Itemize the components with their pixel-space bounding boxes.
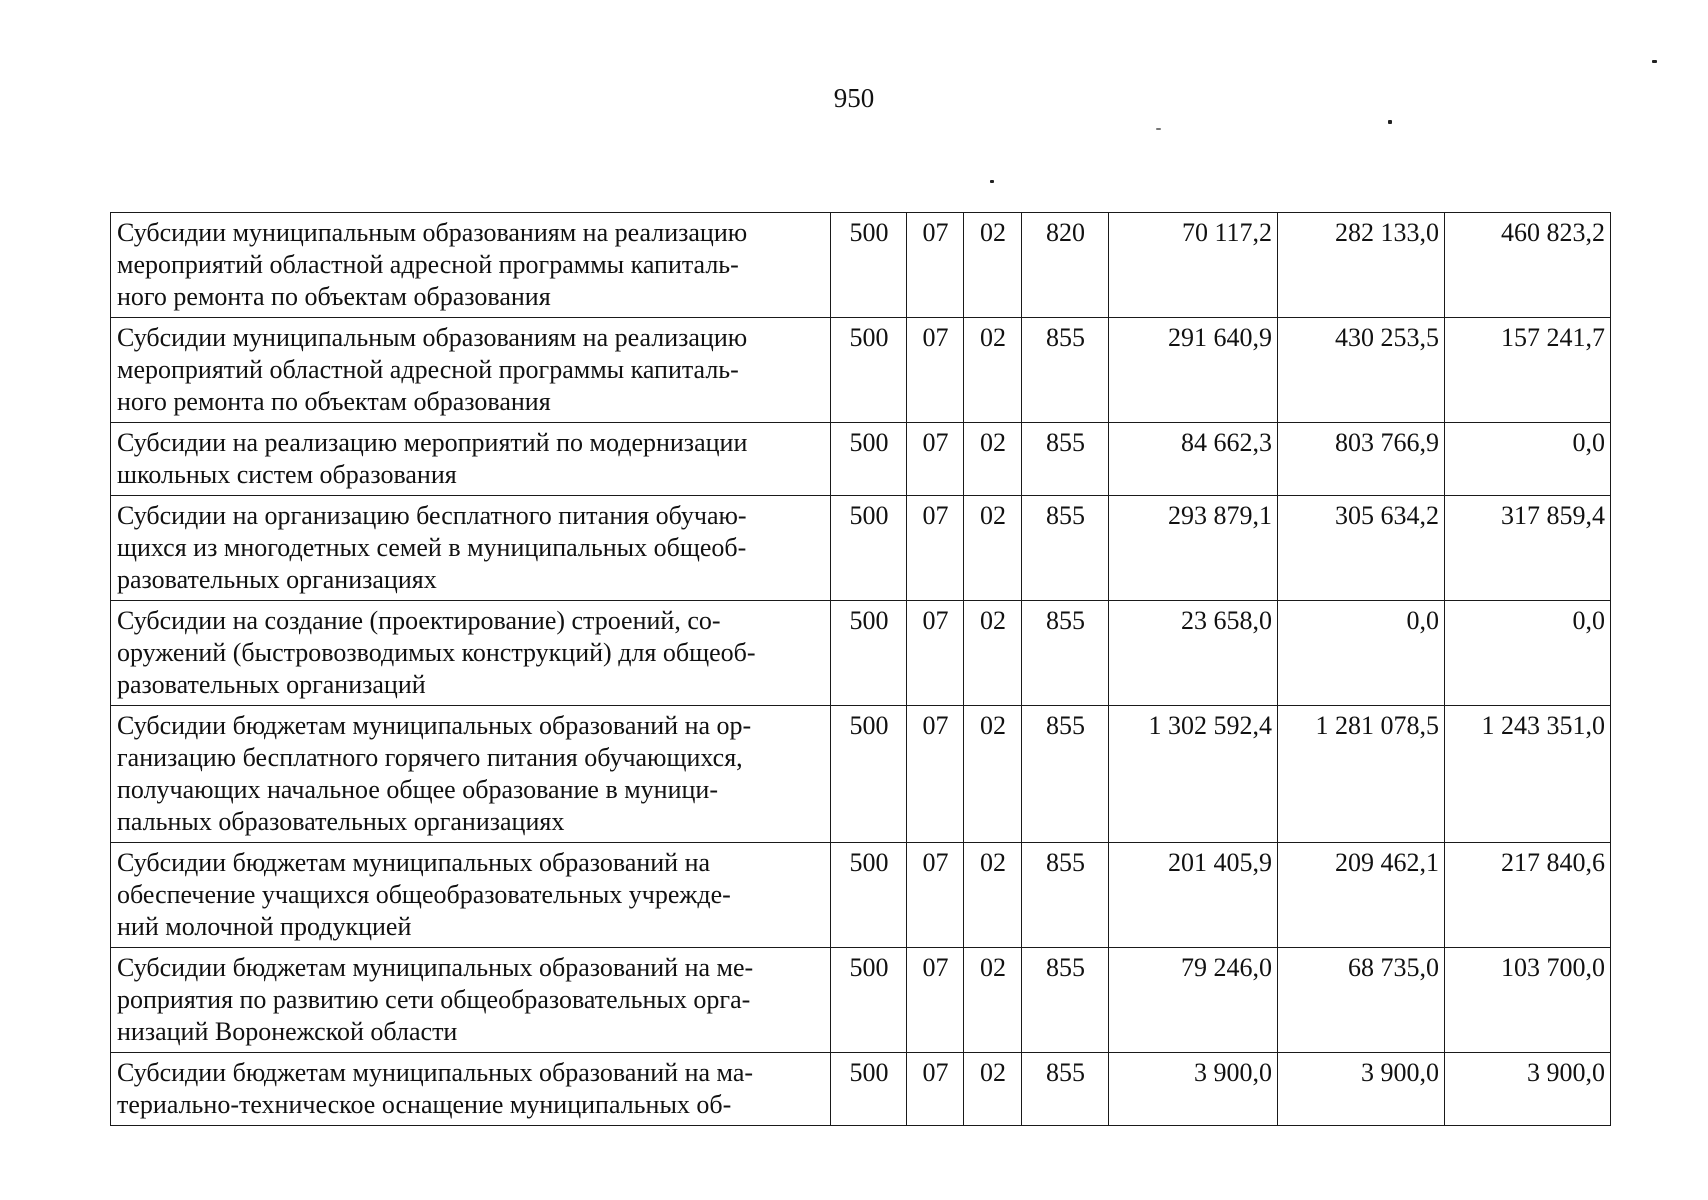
cell-amount-year3: 0,0 <box>1445 601 1611 706</box>
cell-amount-year1: 3 900,0 <box>1109 1053 1278 1126</box>
cell-gr-code: 500 <box>831 948 907 1053</box>
cell-description <box>111 318 831 423</box>
scan-speck <box>1388 120 1392 124</box>
description-line: школьных систем образования <box>117 460 457 489</box>
description-line: Субсидии на создание (проектирование) строений, со- <box>117 606 721 635</box>
cell-amount-year2: 68 735,0 <box>1278 948 1445 1053</box>
page-number: 950 <box>833 83 875 113</box>
scan-speck <box>1156 128 1161 130</box>
description-line: низаций Воронежской области <box>117 1017 458 1046</box>
cell-pr-code: 02 <box>964 496 1022 601</box>
cell-pr-code: 02 <box>964 948 1022 1053</box>
table-row <box>111 423 1611 496</box>
description-line: ного ремонта по объектам образования <box>117 387 551 416</box>
description-line: Субсидии на организацию бесплатного питания обучаю- <box>117 501 747 530</box>
cell-amount-year3: 217 840,6 <box>1445 843 1611 948</box>
description-line: ного ремонта по объектам образования <box>117 282 551 311</box>
cell-rz-code: 07 <box>907 843 964 948</box>
cell-amount-year1: 201 405,9 <box>1109 843 1278 948</box>
budget-table <box>110 212 1611 1126</box>
cell-gr-code: 500 <box>831 318 907 423</box>
cell-rz-code: 07 <box>907 601 964 706</box>
scan-speck <box>990 180 994 183</box>
cell-rz-code: 07 <box>907 213 964 318</box>
cell-rz-code: 07 <box>907 318 964 423</box>
budget-table-body <box>111 213 1611 1126</box>
description-line: обеспечение учащихся общеобразовательных учрежде- <box>117 880 731 909</box>
cell-amount-year2: 430 253,5 <box>1278 318 1445 423</box>
cell-amount-year1: 293 879,1 <box>1109 496 1278 601</box>
table-row <box>111 496 1611 601</box>
cell-description <box>111 496 831 601</box>
cell-gr-code: 500 <box>831 706 907 843</box>
cell-gr-code: 500 <box>831 1053 907 1126</box>
description-line: разовательных организациях <box>117 565 437 594</box>
description-line: получающих начальное общее образование в муници- <box>117 775 718 804</box>
cell-vr-code: 855 <box>1022 496 1109 601</box>
cell-description <box>111 423 831 496</box>
description-line: Субсидии бюджетам муниципальных образований на ма- <box>117 1058 754 1087</box>
description-line: пальных образовательных организациях <box>117 807 565 836</box>
cell-vr-code: 855 <box>1022 1053 1109 1126</box>
cell-amount-year3: 3 900,0 <box>1445 1053 1611 1126</box>
cell-amount-year2: 209 462,1 <box>1278 843 1445 948</box>
cell-amount-year3: 157 241,7 <box>1445 318 1611 423</box>
description-line: ний молочной продукцией <box>117 912 412 941</box>
cell-amount-year1: 1 302 592,4 <box>1109 706 1278 843</box>
cell-amount-year3: 0,0 <box>1445 423 1611 496</box>
table-row <box>111 706 1611 843</box>
cell-amount-year3: 1 243 351,0 <box>1445 706 1611 843</box>
cell-rz-code: 07 <box>907 706 964 843</box>
description-line: роприятия по развитию сети общеобразовательных орга- <box>117 985 751 1014</box>
cell-rz-code: 07 <box>907 423 964 496</box>
cell-rz-code: 07 <box>907 948 964 1053</box>
description-line: оружений (быстровозводимых конструкций) для общеоб- <box>117 638 756 667</box>
description-line: Субсидии муниципальным образованиям на реализацию <box>117 323 748 352</box>
cell-vr-code: 855 <box>1022 318 1109 423</box>
cell-pr-code: 02 <box>964 601 1022 706</box>
cell-description <box>111 948 831 1053</box>
cell-pr-code: 02 <box>964 213 1022 318</box>
cell-description <box>111 601 831 706</box>
cell-amount-year1: 84 662,3 <box>1109 423 1278 496</box>
cell-pr-code: 02 <box>964 843 1022 948</box>
cell-pr-code: 02 <box>964 706 1022 843</box>
scan-speck <box>1652 60 1657 63</box>
cell-amount-year1: 23 658,0 <box>1109 601 1278 706</box>
cell-gr-code: 500 <box>831 496 907 601</box>
table-row <box>111 843 1611 948</box>
cell-amount-year2: 305 634,2 <box>1278 496 1445 601</box>
description-line: Субсидии бюджетам муниципальных образований на <box>117 848 711 877</box>
cell-vr-code: 820 <box>1022 213 1109 318</box>
cell-vr-code: 855 <box>1022 423 1109 496</box>
cell-gr-code: 500 <box>831 601 907 706</box>
cell-vr-code: 855 <box>1022 601 1109 706</box>
cell-description <box>111 843 831 948</box>
cell-vr-code: 855 <box>1022 948 1109 1053</box>
cell-gr-code: 500 <box>831 213 907 318</box>
cell-amount-year1: 70 117,2 <box>1109 213 1278 318</box>
cell-rz-code: 07 <box>907 1053 964 1126</box>
cell-amount-year3: 317 859,4 <box>1445 496 1611 601</box>
cell-gr-code: 500 <box>831 843 907 948</box>
table-row <box>111 948 1611 1053</box>
description-line: мероприятий областной адресной программы капиталь- <box>117 355 739 384</box>
cell-description <box>111 706 831 843</box>
description-line: Субсидии на реализацию мероприятий по модернизации <box>117 428 748 457</box>
cell-amount-year1: 291 640,9 <box>1109 318 1278 423</box>
cell-amount-year1: 79 246,0 <box>1109 948 1278 1053</box>
cell-pr-code: 02 <box>964 423 1022 496</box>
description-line: мероприятий областной адресной программы капиталь- <box>117 250 739 279</box>
cell-vr-code: 855 <box>1022 706 1109 843</box>
cell-pr-code: 02 <box>964 1053 1022 1126</box>
description-line: щихся из многодетных семей в муниципальных общеоб- <box>117 533 747 562</box>
cell-amount-year2: 803 766,9 <box>1278 423 1445 496</box>
cell-description <box>111 213 831 318</box>
table-row <box>111 318 1611 423</box>
cell-amount-year2: 0,0 <box>1278 601 1445 706</box>
description-line: Субсидии бюджетам муниципальных образований на ме- <box>117 953 754 982</box>
description-line: Субсидии муниципальным образованиям на реализацию <box>117 218 748 247</box>
table-row <box>111 1053 1611 1126</box>
cell-amount-year2: 3 900,0 <box>1278 1053 1445 1126</box>
cell-description <box>111 1053 831 1126</box>
cell-amount-year3: 460 823,2 <box>1445 213 1611 318</box>
cell-amount-year2: 282 133,0 <box>1278 213 1445 318</box>
cell-amount-year2: 1 281 078,5 <box>1278 706 1445 843</box>
description-line: разовательных организаций <box>117 670 426 699</box>
cell-gr-code: 500 <box>831 423 907 496</box>
cell-vr-code: 855 <box>1022 843 1109 948</box>
cell-pr-code: 02 <box>964 318 1022 423</box>
cell-rz-code: 07 <box>907 496 964 601</box>
table-row <box>111 601 1611 706</box>
table-row <box>111 213 1611 318</box>
description-line: Субсидии бюджетам муниципальных образований на ор- <box>117 711 752 740</box>
cell-amount-year3: 103 700,0 <box>1445 948 1611 1053</box>
description-line: ганизацию бесплатного горячего питания обучающихся, <box>117 743 743 772</box>
description-line: териально-техническое оснащение муниципальных об- <box>117 1090 732 1119</box>
